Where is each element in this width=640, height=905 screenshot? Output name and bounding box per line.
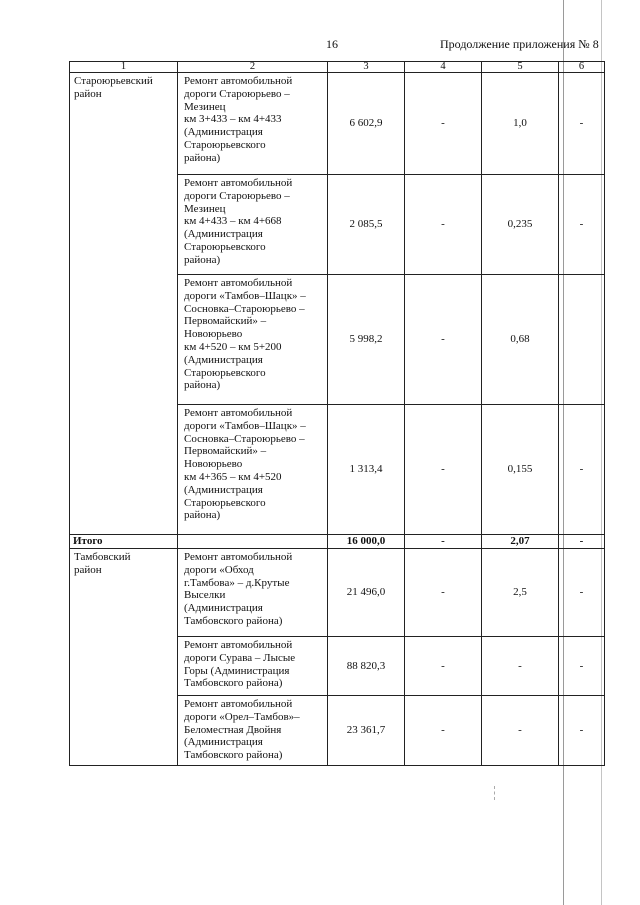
cost-value: 2 085,5 bbox=[328, 175, 405, 275]
col6-value: - bbox=[559, 637, 605, 696]
table-row bbox=[70, 549, 605, 637]
table-row bbox=[70, 73, 605, 175]
work-description: Ремонт автомобильной дороги «Тамбов–Шацк» – Сосновка–Староюрьево – Первомайский» – Новоюрьево км 4+365 – км 4+520 (Администрация Староюрьевского района) bbox=[178, 405, 328, 535]
total-empty-cell bbox=[178, 535, 328, 549]
length-value: - bbox=[482, 696, 559, 766]
total-length: 2,07 bbox=[482, 535, 559, 549]
cost-value: 88 820,3 bbox=[328, 637, 405, 696]
cost-value: 5 998,2 bbox=[328, 275, 405, 405]
length-value: 0,235 bbox=[482, 175, 559, 275]
length-value: 0,68 bbox=[482, 275, 559, 405]
cost-value: 21 496,0 bbox=[328, 549, 405, 637]
col6-value: - bbox=[559, 549, 605, 637]
length-value: - bbox=[482, 637, 559, 696]
col4-value: - bbox=[405, 275, 482, 405]
col4-value: - bbox=[405, 405, 482, 535]
continuation-label: Продолжение приложения № 8 bbox=[440, 37, 599, 51]
length-value: 2,5 bbox=[482, 549, 559, 637]
page-number: 16 bbox=[326, 37, 338, 51]
col6-value bbox=[559, 275, 605, 405]
appendix-table bbox=[69, 61, 605, 766]
column-number: 3 bbox=[328, 62, 405, 73]
total-label: Итого bbox=[70, 535, 178, 549]
col4-value: - bbox=[405, 696, 482, 766]
column-number-row bbox=[70, 62, 605, 73]
length-value: 1,0 bbox=[482, 73, 559, 175]
work-description: Ремонт автомобильной дороги Сурава – Лысые Горы (Администрация Тамбовского района) bbox=[178, 637, 328, 696]
length-value: 0,155 bbox=[482, 405, 559, 535]
col6-value: - bbox=[559, 405, 605, 535]
col4-value: - bbox=[405, 549, 482, 637]
scan-artifact-line bbox=[494, 786, 496, 800]
col4-value: - bbox=[405, 637, 482, 696]
col6-value: - bbox=[559, 175, 605, 275]
col6-value: - bbox=[559, 696, 605, 766]
cost-value: 1 313,4 bbox=[328, 405, 405, 535]
work-description: Ремонт автомобильной дороги «Тамбов–Шацк» – Сосновка–Староюрьево – Первомайский» – Новоюрьево км 4+520 – км 5+200 (Администрация Староюрьевского района) bbox=[178, 275, 328, 405]
column-number: 5 bbox=[482, 62, 559, 73]
work-description: Ремонт автомобильной дороги Староюрьево – Мезинец км 3+433 – км 4+433 (Администрация Староюрьевского района) bbox=[178, 73, 328, 175]
work-description: Ремонт автомобильной дороги «Обход г.Тамбова» – д.Крутые Выселки (Администрация Тамбовского района) bbox=[178, 549, 328, 637]
col4-value: - bbox=[405, 175, 482, 275]
work-description: Ремонт автомобильной дороги Староюрьево – Мезинец км 4+433 – км 4+668 (Администрация Староюрьевского района) bbox=[178, 175, 328, 275]
col4-value: - bbox=[405, 73, 482, 175]
work-description: Ремонт автомобильной дороги «Орел–Тамбов»– Беломестная Двойня (Администрация Тамбовского района) bbox=[178, 696, 328, 766]
column-number: 6 bbox=[559, 62, 605, 73]
district-name: Тамбовский район bbox=[70, 549, 178, 766]
cost-value: 6 602,9 bbox=[328, 73, 405, 175]
column-number: 2 bbox=[178, 62, 328, 73]
column-number: 1 bbox=[70, 62, 178, 73]
total-col6: - bbox=[559, 535, 605, 549]
column-number: 4 bbox=[405, 62, 482, 73]
total-col4: - bbox=[405, 535, 482, 549]
total-row bbox=[70, 535, 605, 549]
total-cost: 16 000,0 bbox=[328, 535, 405, 549]
cost-value: 23 361,7 bbox=[328, 696, 405, 766]
col6-value: - bbox=[559, 73, 605, 175]
district-name: Староюрьевский район bbox=[70, 73, 178, 535]
